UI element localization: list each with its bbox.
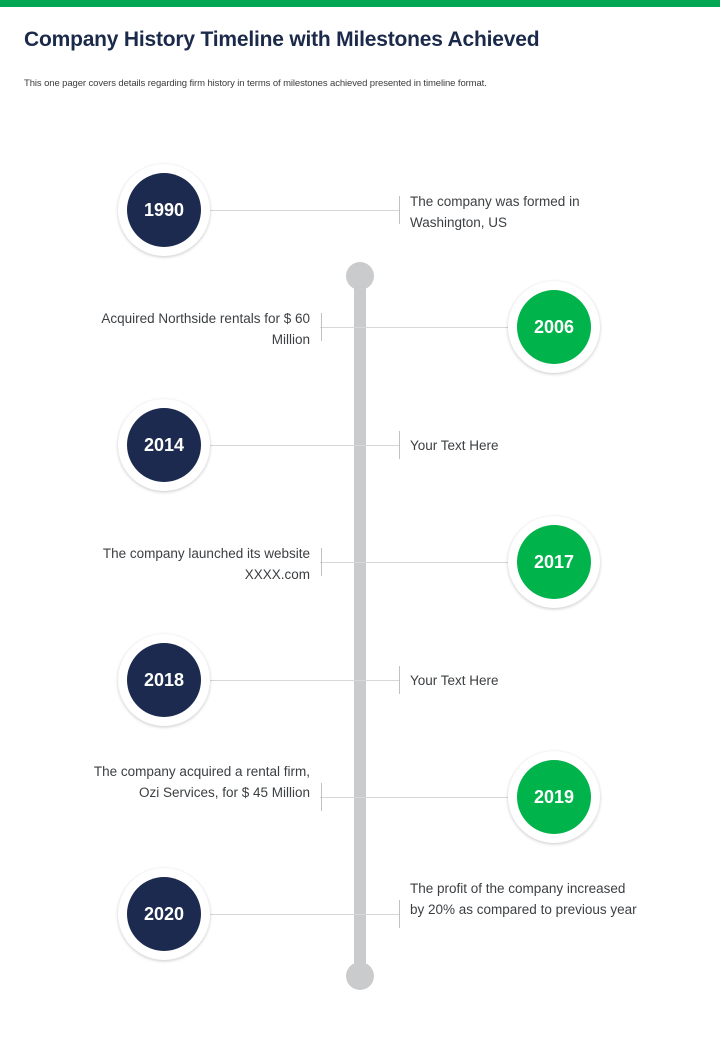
milestone-node[interactable] xyxy=(508,281,600,373)
connector-tick xyxy=(321,548,322,576)
milestone-label: The company acquired a rental firm, Ozi Services, for $ 45 Million xyxy=(93,764,310,800)
milestone-year: 2020 xyxy=(127,877,201,951)
timeline-milestone-2018[interactable] xyxy=(0,634,720,734)
milestone-node[interactable] xyxy=(118,164,210,256)
milestone-year: 2017 xyxy=(517,525,591,599)
milestone-label: Your Text Here xyxy=(410,673,499,688)
timeline-milestone-2017[interactable] xyxy=(0,516,720,616)
connector-tick xyxy=(321,313,322,341)
milestone-label: Your Text Here xyxy=(410,438,499,453)
page-title: Company History Timeline with Milestones Achieved xyxy=(24,28,540,51)
milestone-node[interactable] xyxy=(118,634,210,726)
connector-tick xyxy=(399,666,400,694)
connector-line xyxy=(320,797,508,798)
milestone-label: The company was formed in Washington, US xyxy=(410,194,580,230)
milestone-label: The profit of the company increased by 20% as compared to previous year xyxy=(410,881,637,917)
connector-tick xyxy=(399,900,400,928)
timeline-milestone-2014[interactable] xyxy=(0,399,720,499)
milestone-year: 2018 xyxy=(127,643,201,717)
connector-line xyxy=(210,445,400,446)
milestone-year: 2014 xyxy=(127,408,201,482)
milestone-label: The company launched its website XXXX.com xyxy=(102,546,310,582)
connector-line xyxy=(210,210,400,211)
timeline-milestone-2006[interactable] xyxy=(0,281,720,381)
page-subtitle: This one pager covers details regarding firm history in terms of milestones achieved presented in timeline format. xyxy=(24,78,487,89)
connector-line xyxy=(210,914,400,915)
connector-tick xyxy=(321,783,322,811)
milestone-year: 2006 xyxy=(517,290,591,364)
timeline-milestone-1990[interactable] xyxy=(0,164,720,264)
connector-tick xyxy=(399,431,400,459)
milestone-year: 1990 xyxy=(127,173,201,247)
milestone-node[interactable] xyxy=(508,516,600,608)
connector-line xyxy=(210,680,400,681)
connector-line xyxy=(320,327,508,328)
milestone-node[interactable] xyxy=(508,751,600,843)
milestone-node[interactable] xyxy=(118,399,210,491)
connector-tick xyxy=(399,196,400,224)
milestone-node[interactable] xyxy=(118,868,210,960)
milestone-year: 2019 xyxy=(517,760,591,834)
milestone-label: Acquired Northside rentals for $ 60 Million xyxy=(101,311,310,347)
timeline-milestone-2020[interactable] xyxy=(0,868,720,968)
timeline-diagram xyxy=(0,130,720,1010)
timeline-milestone-2019[interactable] xyxy=(0,751,720,851)
connector-line xyxy=(320,562,508,563)
accent-top-bar xyxy=(0,0,720,7)
